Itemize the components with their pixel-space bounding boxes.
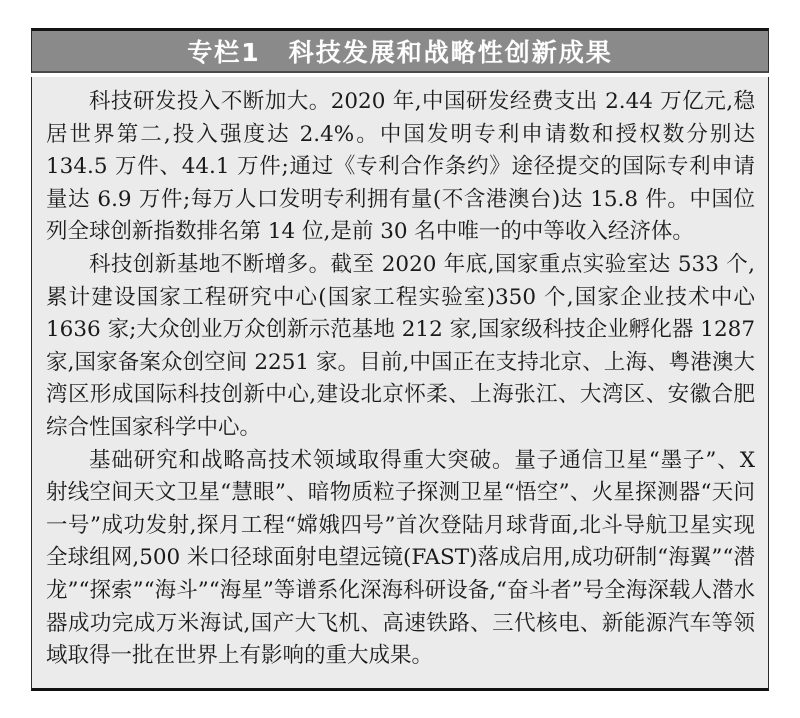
paragraph-rd-investment: 科技研发投入不断加大。2020 年,中国研发经费支出 2.44 万亿元,稳居世界第二,投入强度达 2.4%。中国发明专利申请数和授权数分别达 134.5 万件、44.1 万件;通过《专利合作条约》途径提交的国际专利申请量达 6.9 万件;每万人口发明专利拥有量(不含港澳台)达 15.8 件。中国位列全球创新指数排名第 14 位,是前 30 名中唯一的中等收入经济体。 [46,89,755,245]
column-body [31,77,769,691]
paragraph-major-breakthroughs: 基础研究和战略高技术领域取得重大突破。量子通信卫星“墨子”、X 射线空间天文卫星“慧眼”、暗物质粒子探测卫星“悟空”、火星探测器“天问一号”成功发射,探月工程“嫦娥四号”首次登陆月球背面,北斗导航卫星实现全球组网,500 米口径球面射电望远镜(FAST)落成启用,成功研制“海翼”“潜龙”“探索”“海斗”“海星”等谱系化深海科研设备,“奋斗者”号全海深载人潜水器成功完成万米海试,国产大飞机、高速铁路、三代核电、新能源汽车等领域取得一批在世界上有影响的重大成果。 [46,447,755,669]
column-box-1 [31,28,769,691]
column-number-label: 专栏1 [187,38,261,67]
column-header [31,28,769,73]
paragraph-innovation-bases: 科技创新基地不断增多。截至 2020 年底,国家重点实验室达 533 个,累计建设国家工程研究中心(国家工程实验室)350 个,国家企业技术中心 1636 家;大众创业万众创新示范基地 212 家,国家级科技企业孵化器 1287 家,国家备案众创空间 2251 家。目前,中国正在支持北京、上海、粤港澳大湾区形成国际科技创新中心,建设北京怀柔、上海张江、大湾区、安徽合肥综合性国家科学中心。 [46,251,755,440]
column-title: 科技发展和战略性创新成果 [288,38,613,67]
